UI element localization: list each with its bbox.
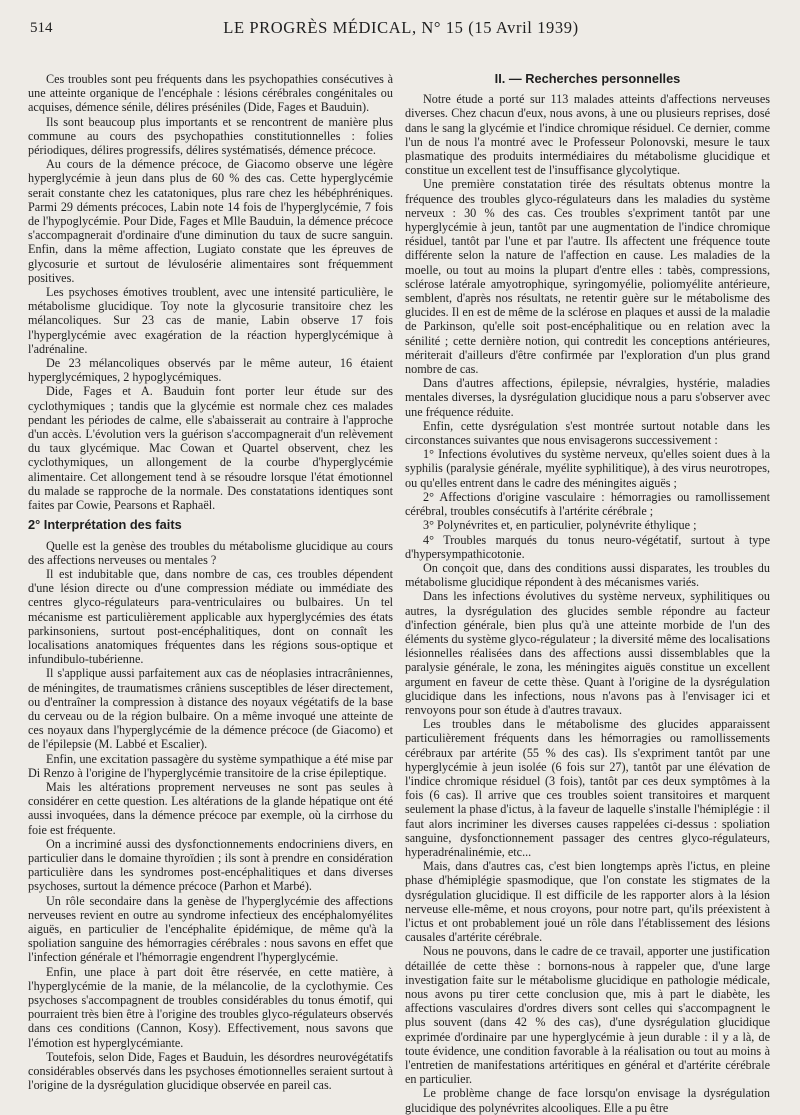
journal-title: LE PROGRÈS MÉDICAL, N° 15 (15 Avril 1939) (223, 18, 579, 37)
paragraph: On conçoit que, dans des conditions aussi disparates, les troubles du métabolisme glucidique répondent à des mécanismes variés. (405, 560, 770, 590)
left-paragraphs-bottom (28, 539, 393, 1093)
section-heading-interpretation: 2° Interprétation des faits (28, 517, 182, 533)
paragraph: Dans d'autres affections, épilepsie, névralgies, hystérie, maladies mentales diverses, la dysrégulation glucidique nous a paru s'observer avec une fréquence réduite. (405, 376, 770, 419)
paragraph: De 23 mélancoliques observés par le même auteur, 16 étaient hyperglycémiques, 2 hypoglycémiques. (28, 356, 393, 385)
section-heading-recherches: II. — Recherches personnelles (494, 71, 681, 86)
paragraph: Les psychoses émotives troublent, avec une intensité particulière, le métabolisme glucidique. Toy note la glycosurie transitoire chez les mélancoliques. Sur 23 cas de manie, Labin observe 17 fois l'hyperglycémie avec exagération de la réaction hyperglycémique à l'adrénaline. (28, 285, 393, 356)
left-paragraphs-top (28, 72, 393, 512)
paragraph: Enfin, cette dysrégulation s'est montrée surtout notable dans les circonstances suivantes que nous envisagerons successivement : (405, 418, 770, 448)
paragraph: Enfin, une excitation passagère du système sympathique a été mise par Di Renzo à l'origine de l'hyperglycémie transitoire de la crise épileptique. (28, 751, 393, 780)
paragraph: Le problème change de face lorsqu'on envisage la dysrégulation glucidique des polynévrites alcooliques. Elle a pu être (405, 1086, 770, 1115)
paragraph: Mais les altérations proprement nerveuses ne sont pas seules à considérer en cette question. Les altérations de la glande hépatique ont été aussi invoquées, dans la démence précoce par exemple, où la cirrhose du foie est fréquente. (28, 779, 393, 837)
page-number: 514 (30, 20, 53, 36)
right-paragraphs-body (405, 561, 770, 1115)
paragraph: Ces troubles sont peu fréquents dans les psychopathies consécutives à une atteinte organique de l'encéphale : lésions cérébrales congénitales ou acquises, démence sénile, délires préséniles (Dide, Fages et Bauduin). (28, 72, 393, 115)
paragraph: Enfin, une place à part doit être réservée, en cette matière, à l'hyperglycémie de la manie, de la mélancolie, de la cyclothymie. Ces psychoses s'accompagnent de troubles considérables du tonus émotif, qui pourraient très bien être à l'origine des troubles glyco-régulateurs observés dans ces conditions (Cannon, Kosy). Effectivement, nous savons que l'émotion est hyperglycémiante. (28, 964, 393, 1050)
conditions-list (405, 447, 770, 561)
paragraph: Nous ne pouvons, dans le cadre de ce travail, apporter une justification détaillée de cette thèse : bornons-nous à rappeler que, d'une large investigation faite sur le métabolisme glucidique en pathologie médicale, nous avons pu tirer cette conclusion que, mis à part le diabète, les affections vasculaires d'ordres divers sont celles qui s'accompagnent le plus souvent (dans 42 % des cas), d'une dysrégulation glucidique exprimée d'ordinaire par une hyperglycémie à jeun durable : il y a là, de toute évidence, une condition favorable à la réalisation ou tout au moins à l'entretien de manifestations artéritiques en général et d'artérite cérébrale en particulier. (405, 944, 770, 1087)
paragraph: Quelle est la genèse des troubles du métabolisme glucidique au cours des affections nerveuses ou mentales ? (28, 538, 393, 567)
paragraph: Dide, Fages et A. Bauduin font porter leur étude sur des cyclothymiques ; tandis que la glycémie est normale chez ces malades pendant les périodes de calme, elle s'abaisserait au contraire à l'approche d'un accès. L'évolution vers la guérison s'accompagnerait d'un relèvement du taux glycémique. Mac Cowan et Quartel observent, chez les cyclothymiques, un allongement de la courbe d'hyperglycémie alimentaire. Cet allongement tend à se résoudre lorsque l'état émotionnel du malade se rapproche de la normale. Des constatations identiques sont faites par Cowie, Pearsons et Raphaël. (28, 384, 393, 513)
paragraph: Une première constatation tirée des résultats obtenus montre la fréquence des troubles glyco-régulateurs dans les maladies du système nerveux : 30 % des cas. Ces troubles s'expriment tantôt par une hyperglycémie à jeun, tantôt par une augmentation de l'indice chromique résiduel, tantôt par l'une et par l'autre. Ils affectent une fréquence toute différente selon la nature de l'affection en cause. Les maladies de la moelle, ou tout au moins la plupart d'entre elles : tabès, compressions, sclérose latérale amyotrophique, syringomyélie, poliomyélite antérieure, semblent, d'après nos résultats, ne retentir guère sur le métabolisme des glucides. Il en est de même de la sclérose en plaques et aussi de la maladie de Parkinson, qu'elle soit post-encéphalitique ou en relation avec la sénilité ; cette dernière notion, qui contredit les conceptions antérieures, mériterait d'ailleurs d'être confirmée par l'exploration d'un plus grand nombre de cas. (405, 177, 770, 377)
list-item: 4° Troubles marqués du tonus neuro-végétatif, surtout à type d'hypersympathicotonie. (405, 532, 770, 561)
list-item: 2° Affections d'origine vasculaire : hémorragies ou ramollissement cérébral, troubles consécutifs à l'artérite cérébrale ; (405, 489, 770, 519)
paragraph: Notre étude a porté sur 113 malades atteints d'affections nerveuses diverses. Chez chacun d'eux, nous avons, à une ou plusieurs reprises, dosé dans le sang la glycémie et l'indice chromique résiduel. Ce dernier, comme l'un de nous l'a montré avec le Professeur Polonovski, mesure le taux plasmatique des produits intermédiaires du métabolisme glucidique et constitue un excellent test de l'insuffisance glycolytique. (405, 92, 770, 178)
paragraph: Il s'applique aussi parfaitement aux cas de néoplasies intracrâniennes, de méningites, de traumatismes crâniens susceptibles de léser directement, ou d'entraîner la compression à distance des noyaux végétatifs de la base du cerveau ou de la région bulbaire. On a même invoqué une atteinte de ces noyaux dans l'hyperglycémie de la démence précoce (de Giacomo) et de l'épilepsie (M. Labbé et Escalier). (28, 666, 393, 752)
paragraph: Au cours de la démence précoce, de Giacomo observe une légère hyperglycémie à jeun dans plus de 60 % des cas. Cette hyperglycémie serait constante chez les catatoniques, plus rare chez les hébéphréniques. Parmi 29 déments précoces, Labin note 14 fois de l'hyperglycémie, 7 fois de l'hypoglycémie. Pour Dide, Fages et Mlle Bauduin, la démence précoce s'accompagnerait d'ordinaire d'une diminution du taux de sucre sanguin. Enfin, dans la même affection, Lugiato constate que les épreuves de glycosurie et surtout de lévulosérie alimentaires sont fréquemment positives. (28, 157, 393, 285)
paragraph: Il est indubitable que, dans nombre de cas, ces troubles dépendent d'une lésion directe ou d'une compression médiate ou immédiate des centres glyco-régulateurs para-ventriculaires ou bulbaires. Un tel mécanisme est particulièrement applicable aux hyperglycémies des états parkinsoniens, surtout post-encéphalitiques, dont on connaît les localisations anatomiques fréquentes dans les régions sous-optique et infundibulo-tubérienne. (28, 566, 393, 667)
right-column (405, 71, 770, 1115)
page-header (30, 14, 772, 48)
paragraph: Les troubles dans le métabolisme des glucides apparaissent particulièrement fréquents dans les hémorragies ou ramollissements cérébraux par artérite (55 % des cas). Ils s'expriment tantôt par une hyperglycémie à jeun isolée (6 fois sur 27), tantôt par une élévation de l'indice chromique résiduel (3 fois), tantôt par ces deux symptômes à la fois (6 cas). Il arrive que ces troubles soient transitoires et marquent seulement la phase d'ictus, à la faveur de laquelle s'installe l'hémiplégie : il faut alors incriminer les diverses causes rappelées ci-dessus : spoliation sanguine, dysfonctionnement passager des centres glyco-régulateurs, hyperadrénalinémie, etc... (405, 717, 770, 859)
paragraph: Un rôle secondaire dans la genèse de l'hyperglycémie des affections nerveuses revient en outre au syndrome infectieux des encéphalomyélites aiguës, en particulier de l'encéphalite épidémique, de même qu'à la spoliation sanguine des hémorragies cérébrales : nous savons en effet que l'infection générale et l'hémorragie engendrent l'hyperglycémie. (28, 893, 393, 965)
right-paragraphs-intro (405, 92, 770, 447)
paragraph: On a incriminé aussi des dysfonctionnements endocriniens divers, en particulier dans le domaine thyroïdien ; ils sont à prendre en considération particulière dans les syndromes post-encéphalitiques et dans diverses psychoses, surtout la démence précoce (Parhon et Marbé). (28, 836, 393, 894)
paragraph: Toutefois, selon Dide, Fages et Bauduin, les désordres neurovégétatifs considérables observés dans les psychoses émotionnelles seraient surtout à l'origine de la dysrégulation glucidique observée en pareil cas. (28, 1049, 393, 1093)
list-item: 1° Infections évolutives du système nerveux, qu'elles soient dues à la syphilis (paralysie générale, myélite syphilitique), à des virus neurotropes, ou qu'elles entrent dans le cadre des méningites aiguës ; (405, 447, 770, 490)
left-column (28, 72, 393, 1093)
paragraph: Mais, dans d'autres cas, c'est bien longtemps après l'ictus, en pleine phase d'hémiplégie spasmodique, que l'on constate les stigmates de la dysrégulation glucidique. Il est difficile de les rapporter alors à la lésion nerveuse elle-même, et nous croyons, pour notre part, qu'ils préexistent à l'ictus et ont probablement joué un rôle dans l'établissement des lésions causales d'artérite cérébrale. (405, 859, 770, 945)
list-item: 3° Polynévrites et, en particulier, polynévrite éthylique ; (423, 518, 697, 533)
paragraph: Ils sont beaucoup plus importants et se rencontrent de manière plus commune au cours des psychopathies constitutionnelles : folies périodiques, délires progressifs, délires systématisés, démence précoce. (28, 114, 393, 158)
paragraph: Dans les infections évolutives du système nerveux, syphilitiques ou autres, la dysrégulation des glucides semble répondre au facteur d'infection générale, bien plus qu'à une atteinte morbide de l'un des éléments du système glyco-régulateur ; la diversité même des localisations lésionnelles réalisées dans des affections aussi dissemblables que la paralysie générale, le zona, les méningites aiguës constitue un excellent argument en faveur de cette thèse. Quant à l'origine de la dysrégulation glucidique dans les infections, nous n'avons pas à l'envisager ici et renvoyons pour son étude à d'autres travaux. (405, 589, 770, 717)
